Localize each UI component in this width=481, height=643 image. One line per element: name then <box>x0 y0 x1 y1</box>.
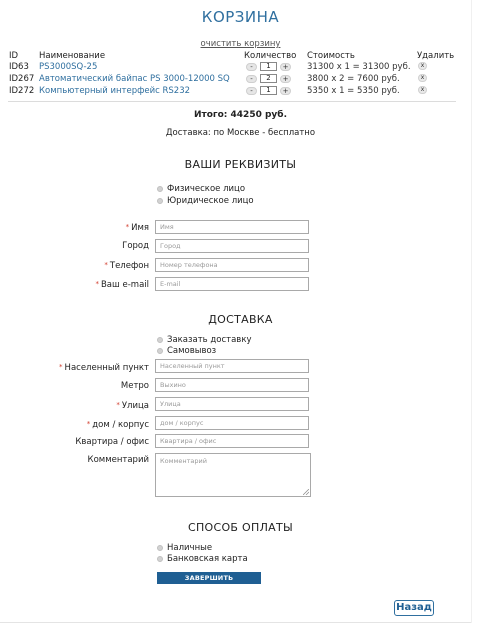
radio-label: Юридическое лицо <box>167 196 254 206</box>
header-cost: Стоимость <box>307 51 355 61</box>
radio-individual[interactable] <box>157 184 245 194</box>
radio-label: Самовывоз <box>167 346 217 356</box>
radio-icon <box>157 348 163 354</box>
city-label: Город <box>122 241 149 251</box>
metro-field[interactable]: Выхино <box>155 378 309 392</box>
city-field[interactable]: Город <box>155 239 309 253</box>
email-label: * Ваш e-mail <box>95 280 149 290</box>
page-bottom-border <box>0 622 472 623</box>
quantity-stepper <box>246 62 291 71</box>
radio-icon <box>157 545 163 551</box>
delete-item-button[interactable]: x <box>418 62 427 70</box>
delivery-title: ДОСТАВКА <box>208 313 273 326</box>
complete-order-button[interactable]: ЗАВЕРШИТЬ ОФОРМЛЕНИЕ <box>157 572 261 584</box>
quantity-input[interactable]: 1 <box>260 62 277 71</box>
radio-label: Банковская карта <box>167 554 248 564</box>
row-cost: 3800 x 2 = 7600 руб. <box>307 74 400 84</box>
street-field[interactable]: Улица <box>155 397 309 411</box>
radio-order-delivery[interactable] <box>157 335 251 345</box>
radio-label: Заказать доставку <box>167 335 252 345</box>
required-mark: * <box>116 401 120 409</box>
radio-cash[interactable] <box>157 543 212 553</box>
delete-item-button[interactable]: x <box>418 74 427 82</box>
radio-pickup[interactable] <box>157 346 216 356</box>
apartment-label: Квартира / офис <box>75 437 149 447</box>
comment-textarea[interactable] <box>155 453 311 497</box>
required-mark: * <box>125 223 130 231</box>
cart-divider <box>8 101 456 102</box>
phone-label: * Телефон <box>104 261 149 271</box>
product-link[interactable]: Автоматический байпас PS 3000-12000 SQ <box>39 74 230 84</box>
table-row-id: ID272 <box>9 86 35 96</box>
radio-label: Наличные <box>167 543 213 553</box>
quantity-stepper <box>246 74 291 83</box>
resize-grip-icon[interactable] <box>303 489 309 495</box>
locality-field[interactable]: Населенный пункт <box>155 359 309 373</box>
table-row-id: ID63 <box>9 62 29 72</box>
row-cost: 5350 x 1 = 5350 руб. <box>307 86 400 96</box>
comment-label: Комментарий <box>87 455 149 465</box>
quantity-plus-button[interactable]: + <box>280 75 291 83</box>
payment-title: СПОСОБ ОПЛАТЫ <box>187 521 294 534</box>
delete-item-button[interactable]: x <box>418 86 427 94</box>
comment-placeholder: Комментарий <box>160 457 207 465</box>
quantity-input[interactable]: 2 <box>260 74 277 83</box>
street-label: * Улица <box>116 401 149 411</box>
metro-label: Метро <box>120 381 149 391</box>
back-button[interactable]: Назад <box>394 600 434 616</box>
locality-label: * Населенный пункт <box>59 363 149 373</box>
requisites-title: ВАШИ РЕКВИЗИТЫ <box>184 158 297 171</box>
name-field[interactable]: Имя <box>155 220 309 234</box>
header-delete: Удалить <box>417 51 455 61</box>
header-name: Наименование <box>39 51 106 61</box>
cart-total: Итого: 44250 руб. <box>193 110 287 120</box>
apartment-field[interactable]: Квартира / офис <box>155 434 309 448</box>
radio-icon <box>157 337 163 343</box>
quantity-plus-button[interactable]: + <box>280 63 291 71</box>
required-mark: * <box>95 280 99 288</box>
radio-icon <box>157 556 163 562</box>
product-link[interactable]: PS3000SQ-25 <box>39 62 98 72</box>
product-link[interactable]: Компьютерный интерфейс RS232 <box>39 86 191 96</box>
cart-title: КОРЗИНА <box>201 8 280 26</box>
required-mark: * <box>104 261 108 269</box>
house-field[interactable]: дом / корпус <box>155 416 309 430</box>
quantity-minus-button[interactable]: - <box>246 75 257 83</box>
quantity-minus-button[interactable]: - <box>246 87 257 95</box>
radio-icon <box>157 186 163 192</box>
email-field[interactable]: E-mail <box>155 277 309 291</box>
clear-cart-link[interactable]: очистить корзину <box>200 39 281 49</box>
quantity-input[interactable]: 1 <box>260 86 277 95</box>
required-mark: * <box>59 363 63 371</box>
required-mark: * <box>86 420 91 428</box>
house-label: * дом / корпус <box>86 420 149 430</box>
table-row-id: ID267 <box>9 74 35 84</box>
quantity-plus-button[interactable]: + <box>280 87 291 95</box>
quantity-minus-button[interactable]: - <box>246 63 257 71</box>
delivery-note: Доставка: по Москве - бесплатно <box>165 128 316 138</box>
radio-label: Физическое лицо <box>167 184 246 194</box>
page-right-border <box>471 0 472 623</box>
radio-legal-entity[interactable] <box>157 196 254 206</box>
name-label: * Имя <box>125 223 149 233</box>
quantity-stepper <box>246 86 291 95</box>
row-cost: 31300 x 1 = 31300 руб. <box>307 62 411 72</box>
radio-bank-card[interactable] <box>157 554 248 564</box>
header-quantity: Количество <box>244 51 297 61</box>
header-id: ID <box>9 51 19 61</box>
radio-icon <box>157 198 163 204</box>
phone-field[interactable]: Номер телефона <box>155 258 309 272</box>
